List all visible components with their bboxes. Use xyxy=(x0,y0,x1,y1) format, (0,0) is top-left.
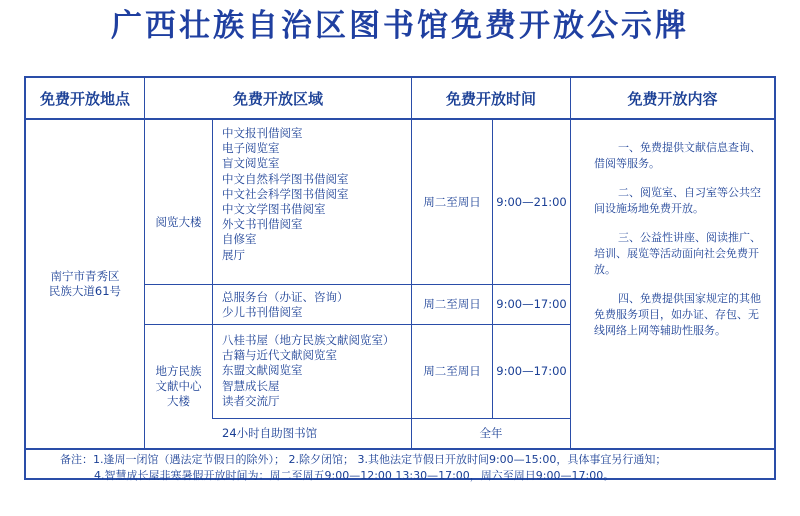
notes xyxy=(24,452,776,484)
room-item: 中文报刊借阅室 xyxy=(222,126,303,140)
days-local: 周二至周日 xyxy=(423,364,481,378)
open-content xyxy=(594,140,764,352)
room-item: 电子阅览室 xyxy=(222,141,280,156)
col-divider-2 xyxy=(212,120,213,418)
hours-local: 9:00—17:00 xyxy=(496,364,567,378)
room-item: 自修室 xyxy=(222,232,257,247)
room-item: 展厅 xyxy=(222,247,245,262)
header-location: 免费开放地点 xyxy=(39,89,130,108)
room-item: 智慧成长屋 xyxy=(222,378,280,393)
room-item: 八桂书屋（地方民族文献阅览室） xyxy=(222,333,395,347)
room-item: 中文文学图书借阅室 xyxy=(222,202,326,217)
room-item: 读者交流厅 xyxy=(222,393,280,408)
content-item: 一、免费提供文献信息查询、借阅等服务。 xyxy=(594,141,761,170)
notes-line-2: 4.智慧成长屋非寒暑假开放时间为：周二至周五9:00—12:00 13:30—17:00，周六至周日9:00—17:00。 xyxy=(94,469,615,482)
room-item: 古籍与近代文献阅览室 xyxy=(222,348,337,363)
header-time: 免费开放时间 xyxy=(445,89,536,108)
notes-divider xyxy=(26,448,774,450)
hours-reading: 9:00—21:00 xyxy=(496,194,567,209)
room-item: 盲文阅览室 xyxy=(222,156,280,171)
room-list-service xyxy=(222,290,349,320)
building-reading: 阅览大楼 xyxy=(155,214,202,229)
room-item: 少儿书刊借阅室 xyxy=(222,305,303,320)
notes-line-1: 备注：1.逢周一闭馆（遇法定节假日的除外）； 2.除夕闭馆； 3.其他法定节假日开放时间9:00—15:00，具体事宜另行通知； xyxy=(60,453,667,466)
time-all-year: 全年 xyxy=(479,426,503,440)
content-item: 二、阅览室、自习室等公共空间设施场地免费开放。 xyxy=(594,186,761,215)
hours-service: 9:00—17:00 xyxy=(496,297,567,311)
room-list-local xyxy=(222,333,395,409)
content-item: 三、公益性讲座、阅读推广、培训、展览等活动面向社会免费开放。 xyxy=(594,231,761,276)
header-area: 免费开放区域 xyxy=(232,89,323,108)
room-item: 中文自然科学图书借阅室 xyxy=(222,171,349,186)
info-table xyxy=(24,76,776,480)
days-reading: 周二至周日 xyxy=(423,194,481,209)
building-local-literature: 地方民族 文献中心 大楼 xyxy=(155,364,202,408)
room-item: 东盟文献阅览室 xyxy=(222,363,303,378)
header-content: 免费开放内容 xyxy=(627,89,718,108)
location-address: 南宁市青秀区 民族大道61号 xyxy=(48,269,122,298)
room-item: 外文书刊借阅室 xyxy=(222,217,303,232)
room-item: 中文社会科学图书借阅室 xyxy=(222,186,349,201)
board-title: 广西壮族自治区图书馆免费开放公示牌 xyxy=(111,8,689,44)
self-service-library: 24小时自助图书馆 xyxy=(222,426,318,440)
col-divider-5 xyxy=(570,78,571,448)
room-list-reading xyxy=(222,126,349,263)
content-item: 四、免费提供国家规定的其他免费服务项目，如办证、存包、无线网络上网等辅助性服务。 xyxy=(594,292,761,337)
room-item: 总服务台（办证、咨询） xyxy=(222,290,349,304)
days-service: 周二至周日 xyxy=(423,297,481,311)
